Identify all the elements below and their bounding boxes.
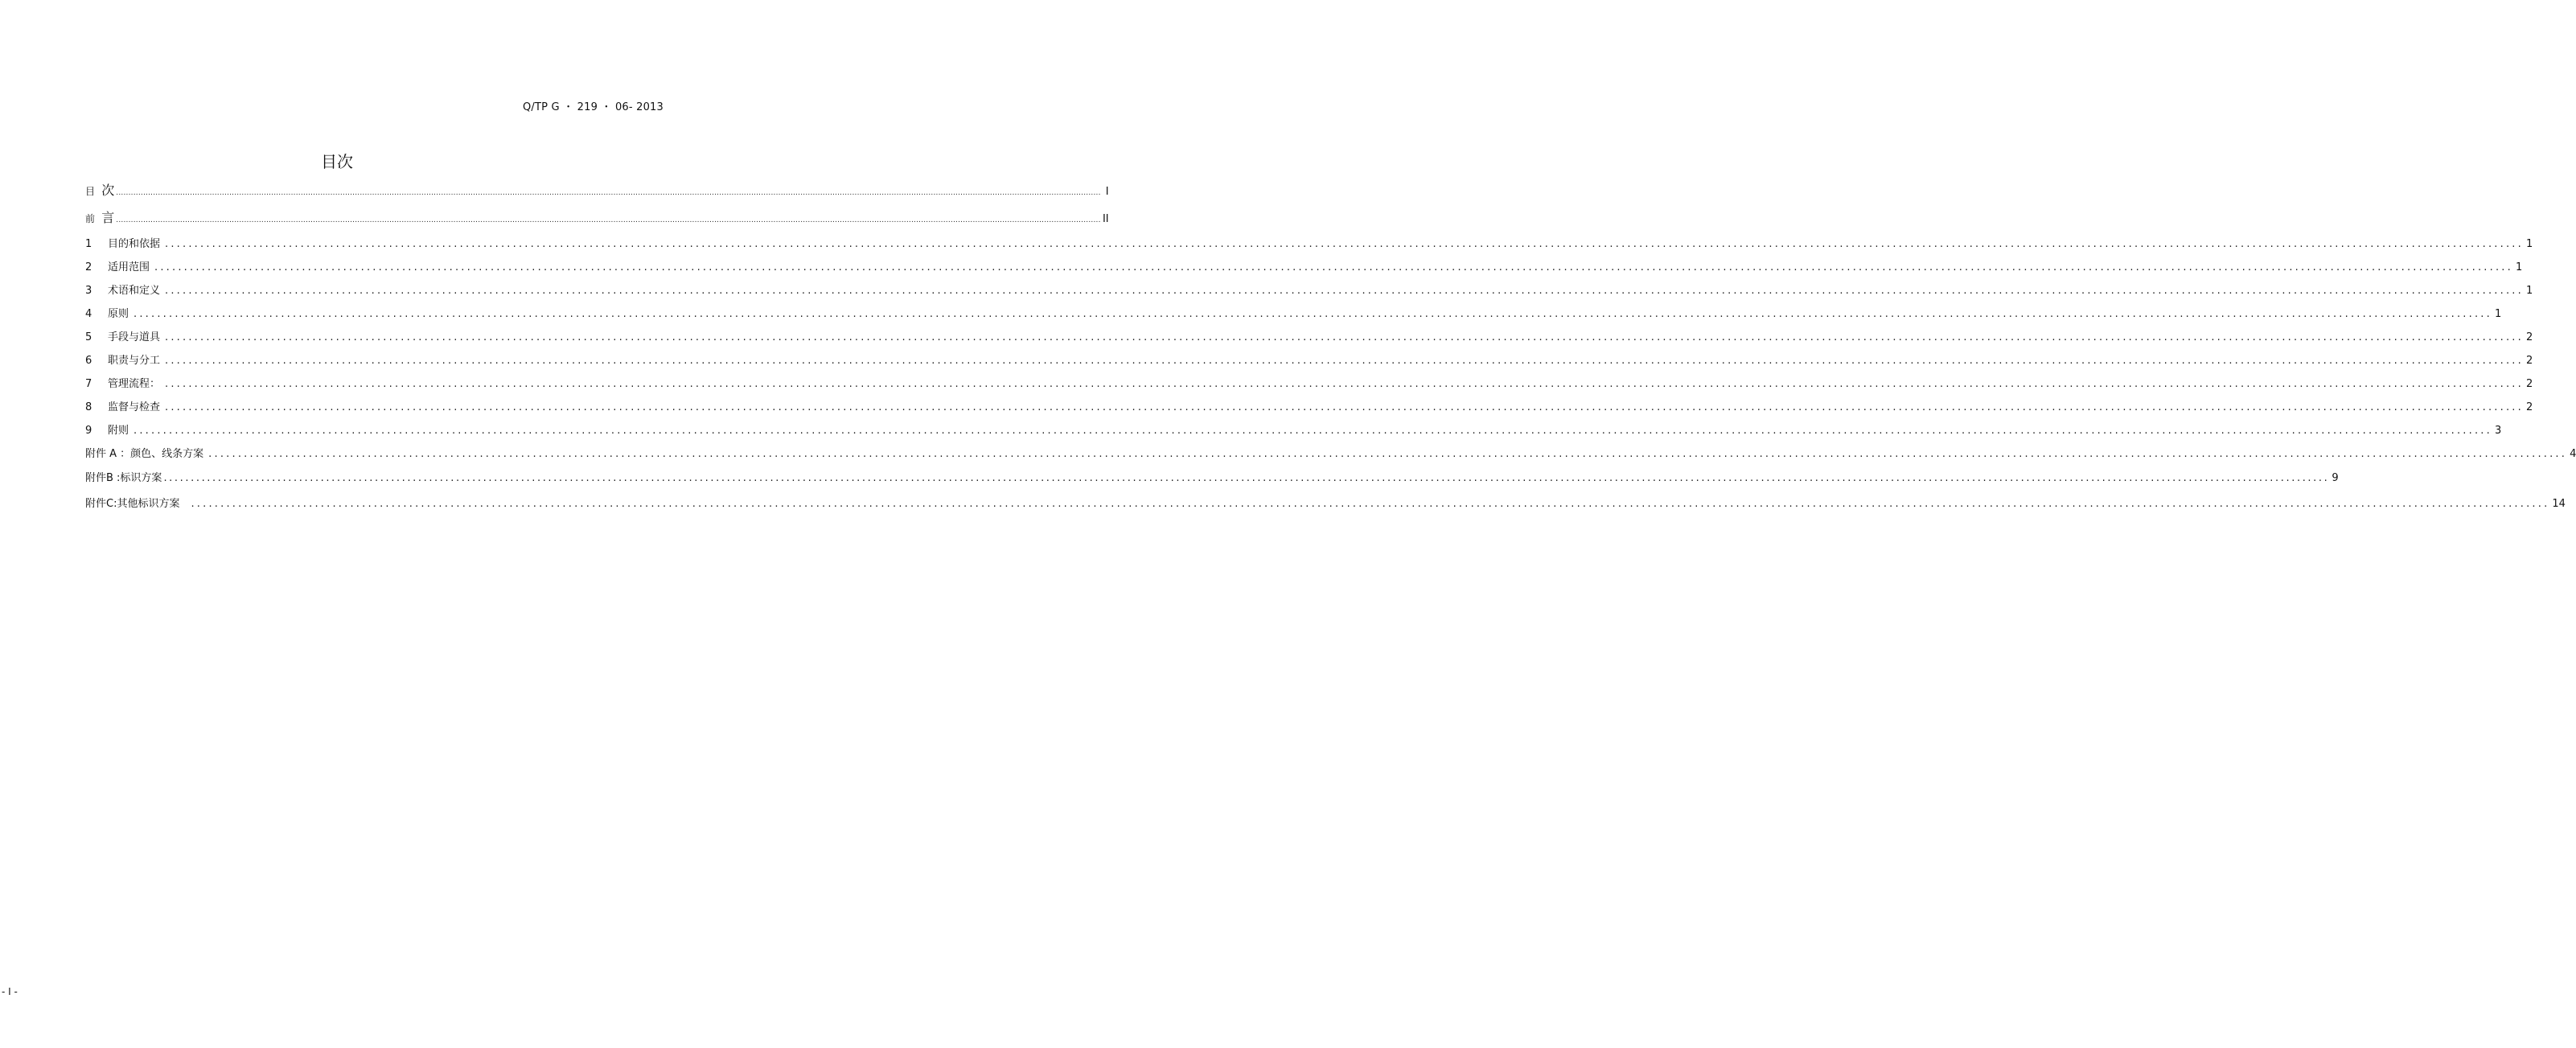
dot-leader: ................................................................................................................................................................................................................................................................................................................................................................................................................ bbox=[154, 261, 2513, 273]
toc-entry-label: 术语和定义 bbox=[108, 285, 161, 297]
toc-entry-label: 手段与道具 bbox=[108, 331, 161, 343]
toc-entry-appendix-a[interactable] bbox=[85, 447, 2576, 462]
toc-entry-page: 2 bbox=[2525, 355, 2533, 367]
toc-entry[interactable] bbox=[85, 284, 2533, 298]
dot-leader: ................................................................................................................................................................................................................................................................................................................................................................................................................ bbox=[134, 425, 2492, 437]
toc-entry-label-part: 次 bbox=[101, 183, 115, 198]
toc-entry-number: 1 bbox=[85, 238, 92, 250]
dot-leader: ................................................................................................................................................................................................................................................................................................................................................................................................................ bbox=[134, 308, 2492, 320]
toc-entry-contents[interactable] bbox=[85, 183, 1109, 200]
toc-entry-label-part: 言 bbox=[101, 210, 115, 225]
toc-entry-preface[interactable] bbox=[85, 210, 1109, 228]
toc-entry-page: 2 bbox=[2525, 401, 2533, 413]
toc-entry-number: 2 bbox=[85, 261, 92, 273]
toc-entry-page: 9 bbox=[2332, 472, 2339, 484]
toc-entry-appendix-b[interactable] bbox=[85, 471, 2339, 486]
toc-entry-number: 8 bbox=[85, 401, 92, 413]
toc-entry-number: 3 bbox=[85, 285, 92, 297]
toc-entry-number: 6 bbox=[85, 355, 92, 367]
page-number: - I - bbox=[2, 986, 18, 997]
toc-entry[interactable] bbox=[85, 331, 2533, 345]
toc-entry[interactable] bbox=[85, 237, 2533, 252]
toc-entry-label: 目的和依据 bbox=[108, 238, 161, 250]
dot-leader: ................................................................................................................................................................................................................................................................................................................................................................................................................ bbox=[165, 285, 2524, 297]
dot-leader: ................................................................................................................................................................................................................................................................................................................................................................................................................ bbox=[165, 355, 2524, 367]
toc-entry-page: 4 bbox=[2570, 448, 2576, 460]
toc-entry[interactable] bbox=[85, 307, 2502, 322]
toc-entry-appendix-c[interactable] bbox=[85, 497, 2566, 512]
toc-entry[interactable] bbox=[85, 401, 2533, 415]
toc-entry-page: 2 bbox=[2525, 331, 2533, 343]
toc-entry-number: 5 bbox=[85, 331, 92, 343]
toc-entry-number: 9 bbox=[85, 425, 92, 437]
dot-leader: ................................................................................................................................................................................................................................................................................................................................................................................................................ bbox=[116, 216, 1101, 224]
toc-entry-page: I bbox=[1105, 186, 1109, 198]
toc-entry-label: 管理流程： bbox=[108, 378, 161, 390]
toc-entry-label: 附件C:其他标识方案 bbox=[85, 498, 180, 510]
dot-leader: ................................................................................................................................................................................................................................................................................................................................................................................................................ bbox=[165, 401, 2524, 413]
toc-entry-page: II bbox=[1102, 213, 1109, 225]
toc-entry-page: 3 bbox=[2494, 425, 2502, 437]
dot-leader: ................................................................................................................................................................................................................................................................................................................................................................................................................ bbox=[208, 448, 2568, 460]
toc-entry[interactable] bbox=[85, 261, 2523, 275]
dot-leader: ................................................................................................................................................................................................................................................................................................................................................................................................................ bbox=[165, 378, 2524, 390]
toc-entry-page: 1 bbox=[2525, 238, 2533, 250]
toc-entry-label: 职责与分工 bbox=[108, 355, 161, 367]
toc-entry-page: 1 bbox=[2525, 285, 2533, 297]
dot-leader: ................................................................................................................................................................................................................................................................................................................................................................................................................ bbox=[116, 189, 1101, 197]
toc-entry-label-part: 目 bbox=[85, 186, 96, 197]
toc-entry-label: 原则 bbox=[108, 308, 129, 320]
toc-entry-label: 适用范围 bbox=[108, 261, 150, 273]
toc-entry-label: 附件 A ：颜色、线条方案 bbox=[85, 448, 204, 460]
toc-entry-label: 监督与检查 bbox=[108, 401, 161, 413]
toc-title: 目次 bbox=[321, 152, 353, 171]
toc-entry-page: 2 bbox=[2525, 378, 2533, 390]
toc-entry-label-part: 前 bbox=[85, 213, 96, 224]
dot-leader: ................................................................................................................................................................................................................................................................................................................................................................................................................ bbox=[163, 472, 2330, 484]
toc-entry[interactable] bbox=[85, 424, 2502, 438]
dot-leader: ................................................................................................................................................................................................................................................................................................................................................................................................................ bbox=[165, 238, 2524, 250]
toc-entry-page: 1 bbox=[2515, 261, 2523, 273]
toc-entry[interactable] bbox=[85, 354, 2533, 368]
dot-leader: ................................................................................................................................................................................................................................................................................................................................................................................................................ bbox=[191, 498, 2550, 510]
document-code: Q/TP G ・ 219 ・ 06- 2013 bbox=[523, 101, 664, 113]
toc-entry[interactable] bbox=[85, 377, 2533, 392]
toc-entry-label: 附则 bbox=[108, 425, 129, 437]
dot-leader: ................................................................................................................................................................................................................................................................................................................................................................................................................ bbox=[165, 331, 2524, 343]
toc-entry-number: 4 bbox=[85, 308, 92, 320]
toc-entry-page: 14 bbox=[2552, 498, 2566, 510]
toc-entry-label: 附件B :标识方案 bbox=[85, 472, 162, 484]
toc-entry-number: 7 bbox=[85, 378, 92, 390]
toc-entry-page: 1 bbox=[2494, 308, 2502, 320]
